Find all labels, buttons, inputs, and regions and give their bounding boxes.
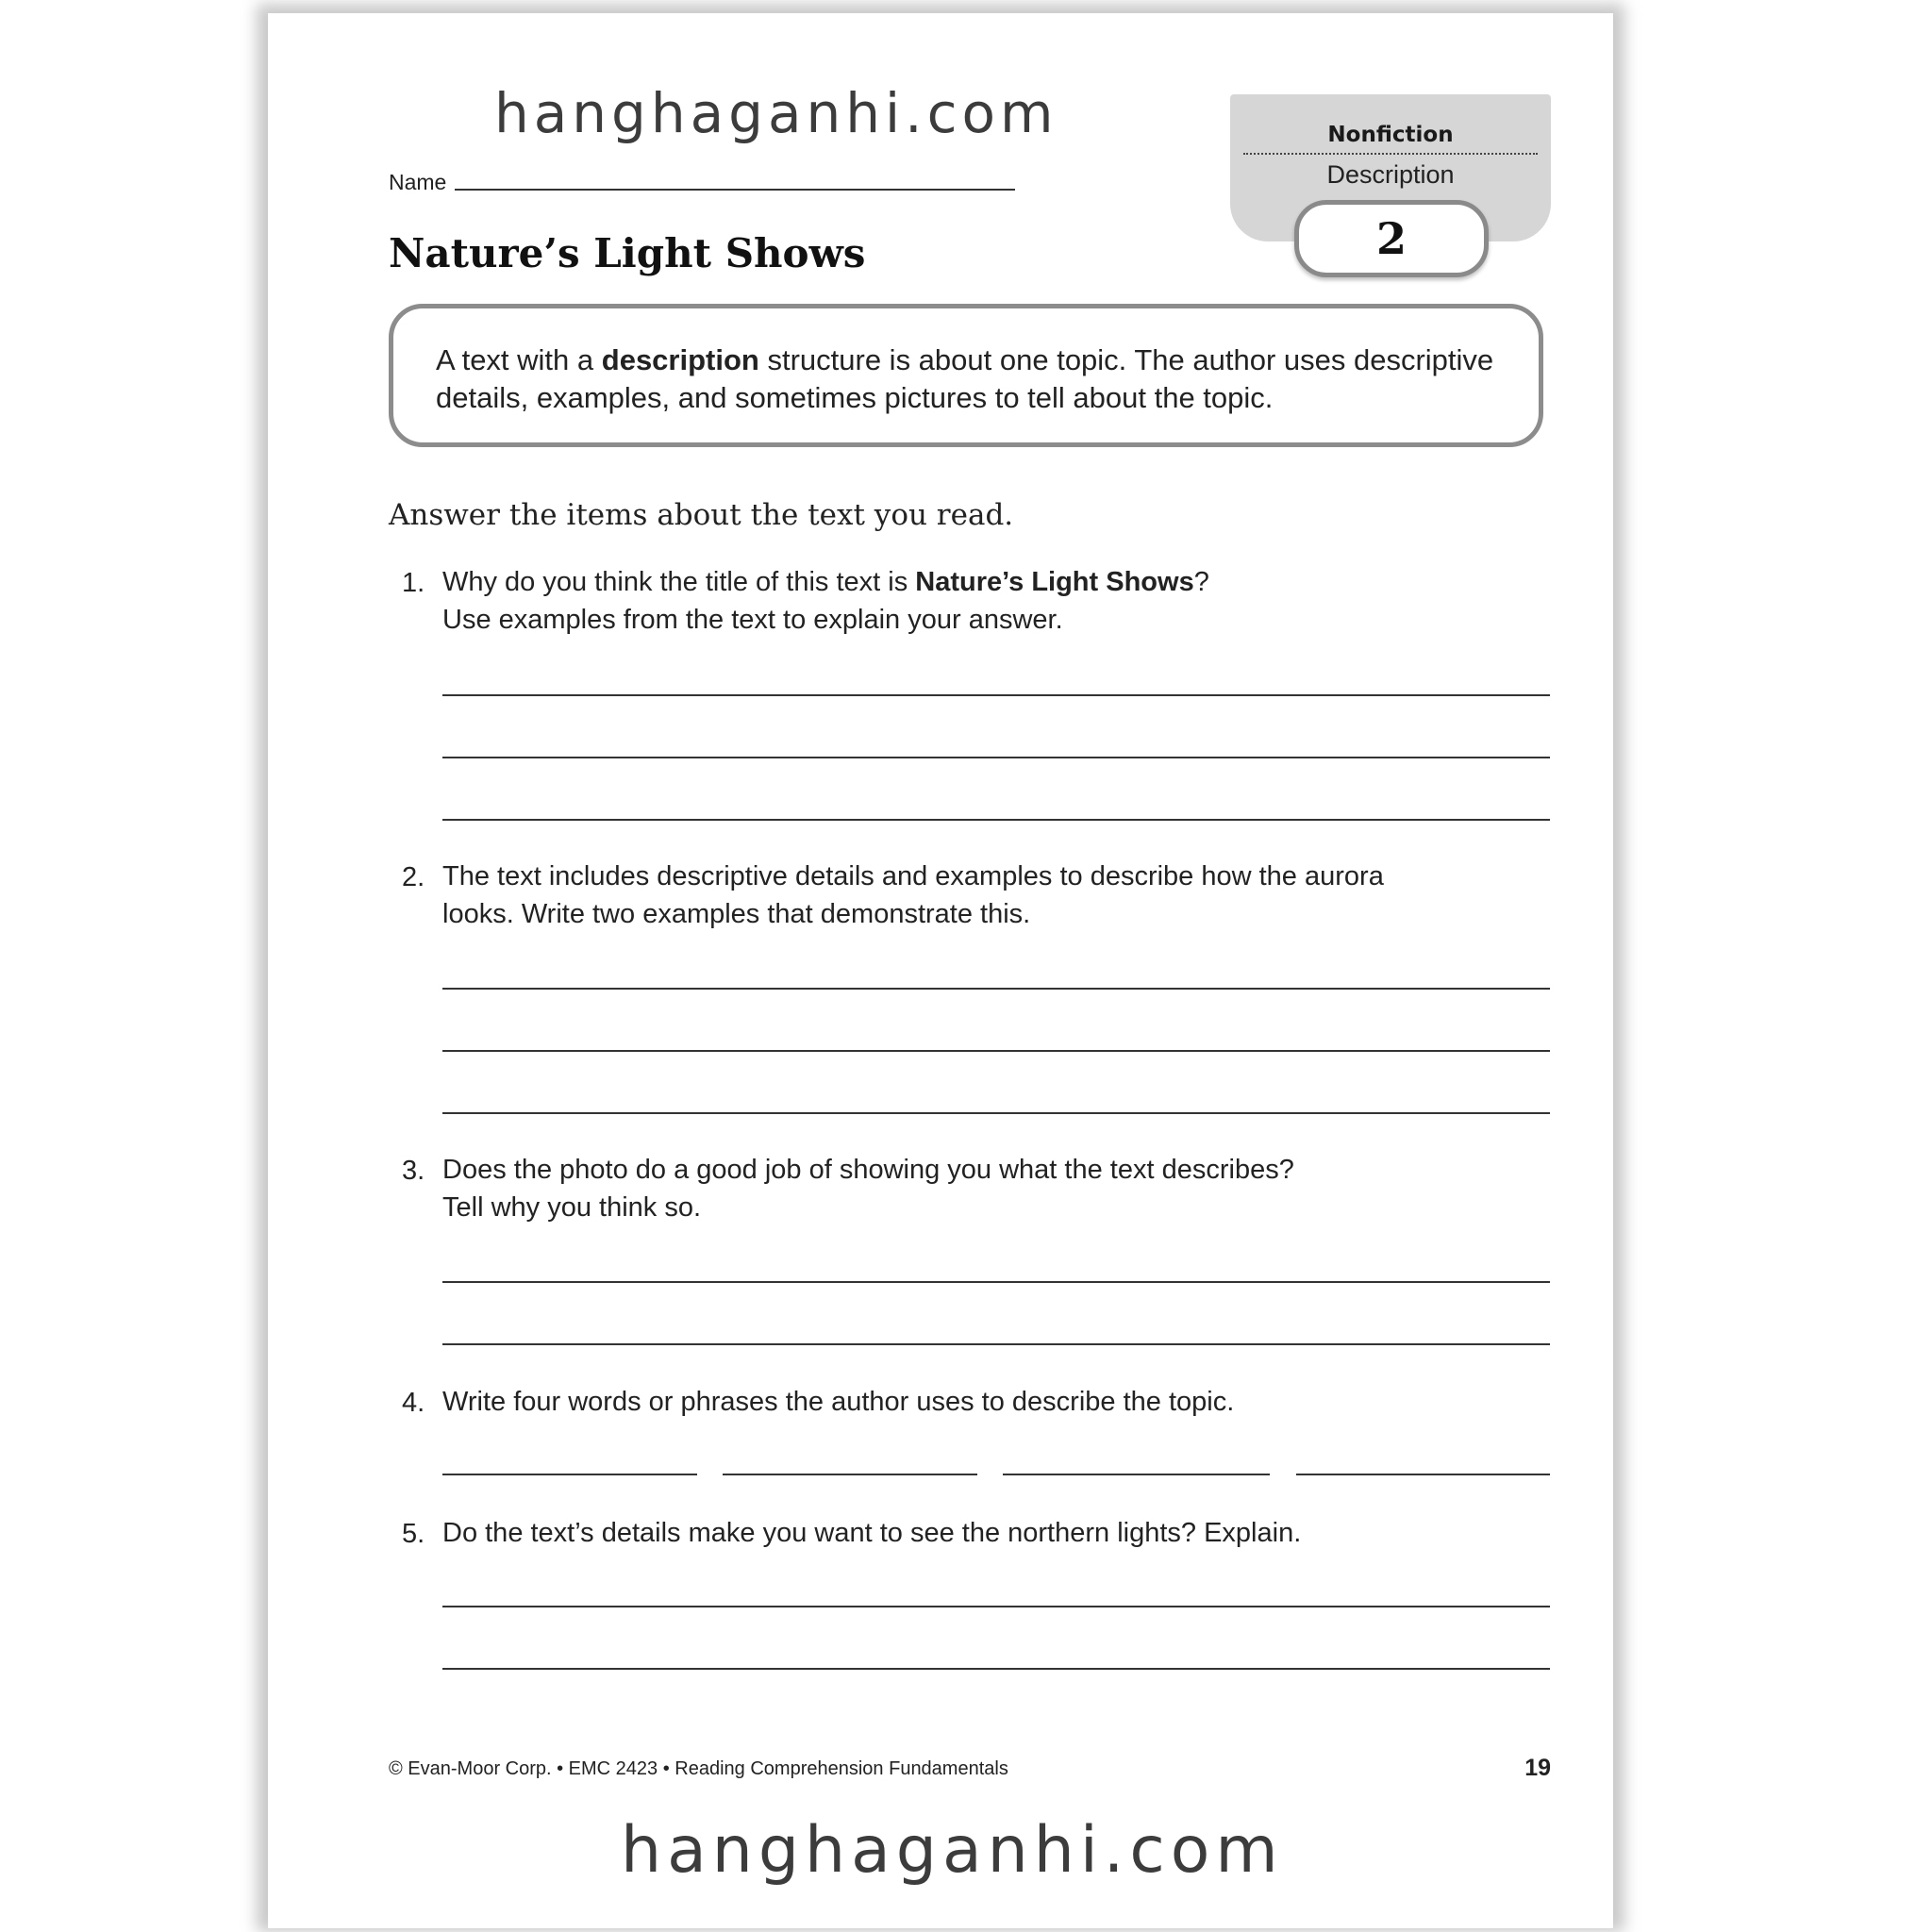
short-answer-line[interactable] xyxy=(442,1474,697,1475)
genre-category: Nonfiction xyxy=(1327,123,1454,147)
question-3-text: Does the photo do a good job of showing you what the text describes? Tell why you think so. xyxy=(442,1155,1294,1223)
question-number: 1. xyxy=(402,568,425,598)
answer-line[interactable] xyxy=(442,1281,1550,1283)
genre-structure: Description xyxy=(1326,160,1455,189)
question-4-text: Write four words or phrases the author uses to describe the topic. xyxy=(442,1387,1235,1417)
answer-line[interactable] xyxy=(442,757,1550,758)
name-field-line[interactable] xyxy=(455,189,1015,191)
answer-line[interactable] xyxy=(442,1343,1550,1345)
watermark-top: hanghaganhi.com xyxy=(494,81,1058,145)
worksheet-title: Nature’s Light Shows xyxy=(389,230,866,276)
question-number: 5. xyxy=(402,1519,425,1549)
answer-line[interactable] xyxy=(442,819,1550,821)
short-answer-line[interactable] xyxy=(1003,1474,1270,1475)
short-answer-line[interactable] xyxy=(723,1474,977,1475)
worksheet-page xyxy=(268,13,1613,1928)
answer-line[interactable] xyxy=(442,694,1550,696)
definition-text: A text with a description structure is about one topic. The author uses descriptive details, examples, and sometimes pictures to tell about the topic. xyxy=(436,343,1494,414)
answer-line[interactable] xyxy=(442,988,1550,990)
answer-line[interactable] xyxy=(442,1050,1550,1052)
page-number: 19 xyxy=(1524,1755,1551,1781)
question-number: 4. xyxy=(402,1388,425,1418)
instructions: Answer the items about the text you read. xyxy=(389,498,1014,532)
dotted-divider xyxy=(1243,153,1538,155)
question-number: 2. xyxy=(402,862,425,892)
answer-line[interactable] xyxy=(442,1606,1550,1607)
question-number: 3. xyxy=(402,1156,425,1186)
name-label: Name xyxy=(389,170,447,194)
watermark-bottom: hanghaganhi.com xyxy=(621,1813,1284,1888)
footer-credit: © Evan-Moor Corp. • EMC 2423 • Reading Comprehension Fundamentals xyxy=(389,1758,1008,1779)
answer-line[interactable] xyxy=(442,1112,1550,1114)
answer-line[interactable] xyxy=(442,1668,1550,1670)
definition-keyword: description xyxy=(601,343,759,376)
question-1-text: Why do you think the title of this text is Nature’s Light Shows? Use examples from the text to explain your answer. xyxy=(442,567,1209,635)
question-2-text: The text includes descriptive details and examples to describe how the aurora looks. Write two examples that demonstrate this. xyxy=(442,861,1384,929)
lesson-number-badge: 2 xyxy=(1294,200,1489,277)
question-5-text: Do the text’s details make you want to see the northern lights? Explain. xyxy=(442,1518,1302,1548)
short-answer-line[interactable] xyxy=(1296,1474,1550,1475)
